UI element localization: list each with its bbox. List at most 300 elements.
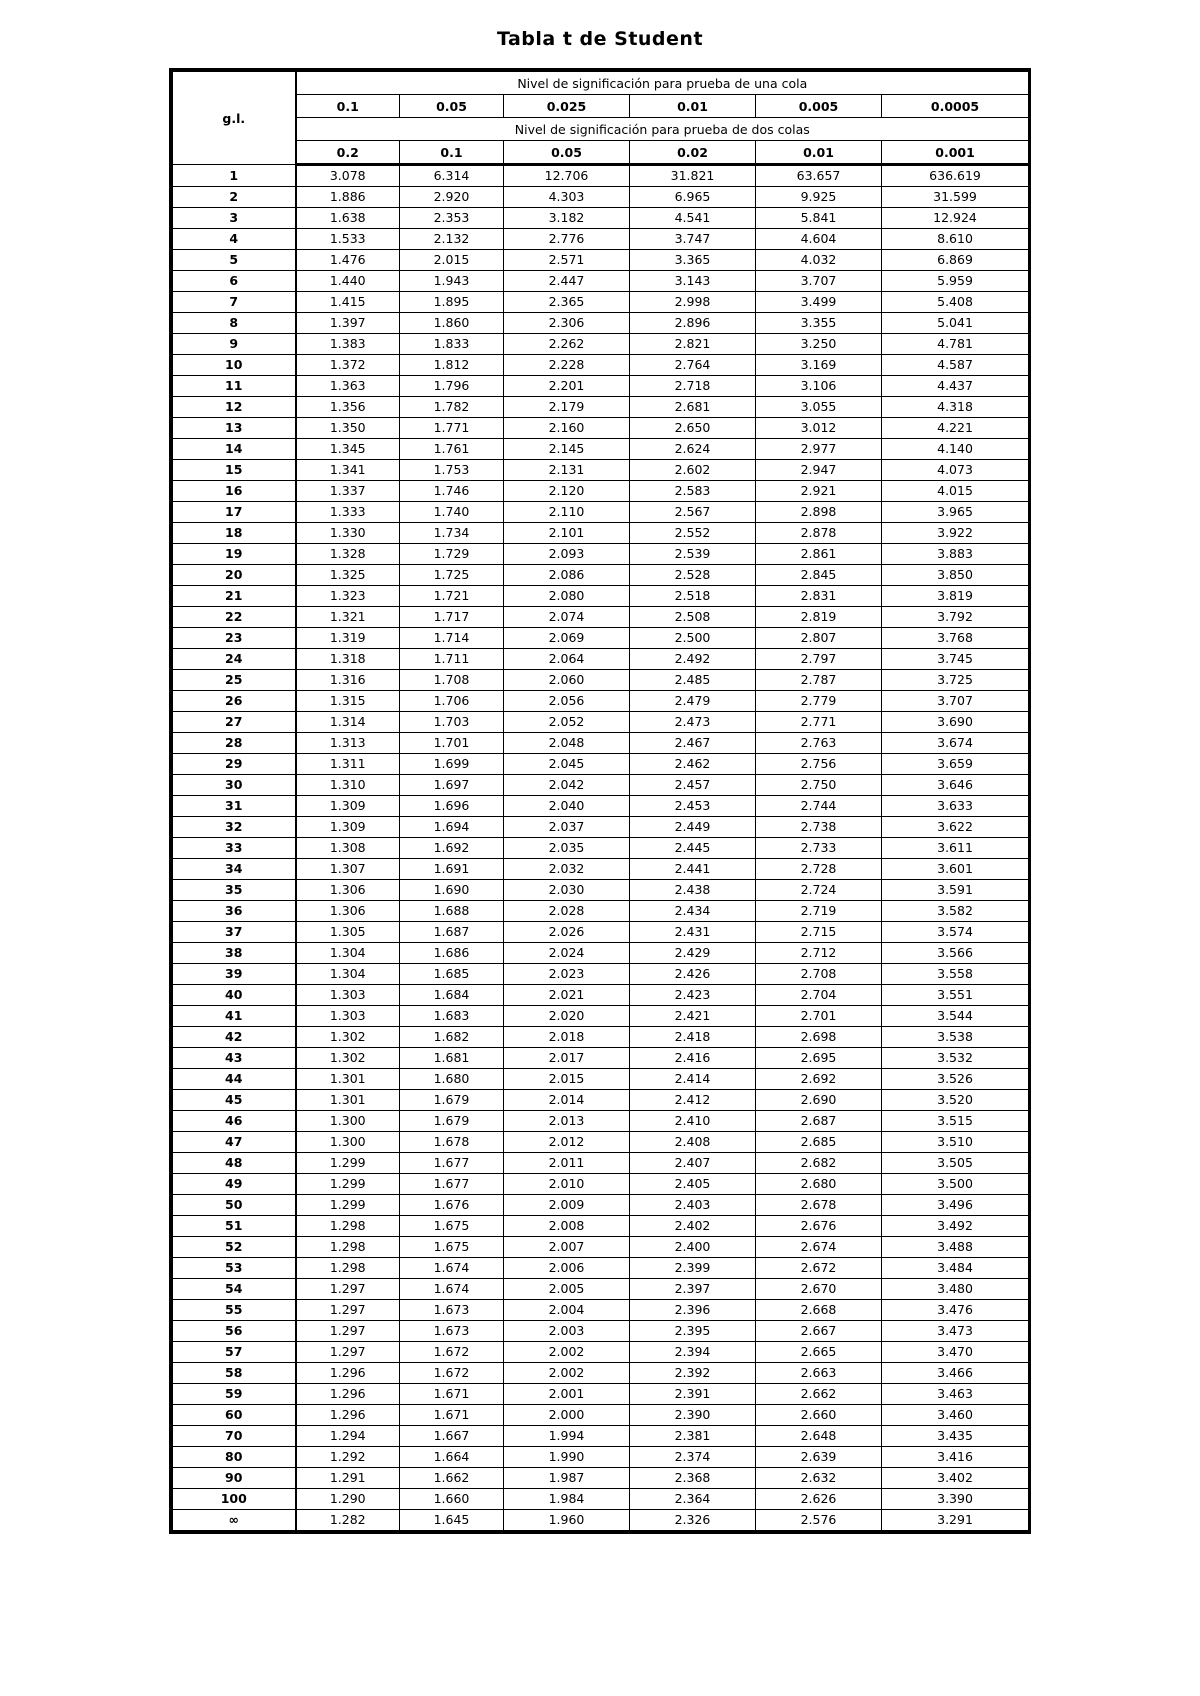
table-row [173,670,1029,691]
critical-value-cell: 2.400 [630,1237,756,1258]
critical-value-cell: 1.311 [296,754,400,775]
critical-value-cell: 1.308 [296,838,400,859]
critical-value-cell: 1.299 [296,1174,400,1195]
critical-value-cell: 2.462 [630,754,756,775]
critical-value-cell: 1.304 [296,943,400,964]
critical-value-cell: 4.221 [882,418,1029,439]
degrees-of-freedom-cell: 10 [173,355,296,376]
table-row [173,523,1029,544]
critical-value-cell: 2.004 [504,1300,630,1321]
critical-value-cell: 3.435 [882,1426,1029,1447]
critical-value-cell: 1.300 [296,1132,400,1153]
two-tail-level: 0.1 [400,141,504,165]
critical-value-cell: 5.041 [882,313,1029,334]
critical-value-cell: 2.682 [756,1153,882,1174]
degrees-of-freedom-cell: 59 [173,1384,296,1405]
table-row [173,1279,1029,1300]
critical-value-cell: 1.691 [400,859,504,880]
degrees-of-freedom-cell: 16 [173,481,296,502]
critical-value-cell: 2.408 [630,1132,756,1153]
critical-value-cell: 2.457 [630,775,756,796]
critical-value-cell: 3.510 [882,1132,1029,1153]
critical-value-cell: 3.460 [882,1405,1029,1426]
critical-value-cell: 2.423 [630,985,756,1006]
table-row [173,1174,1029,1195]
critical-value-cell: 1.372 [296,355,400,376]
critical-value-cell: 6.869 [882,250,1029,271]
critical-value-cell: 1.350 [296,418,400,439]
critical-value-cell: 1.696 [400,796,504,817]
table-row [173,271,1029,292]
critical-value-cell: 6.965 [630,187,756,208]
critical-value-cell: 3.476 [882,1300,1029,1321]
critical-value-cell: 2.390 [630,1405,756,1426]
critical-value-cell: 2.326 [630,1510,756,1531]
degrees-of-freedom-cell: 15 [173,460,296,481]
critical-value-cell: 1.345 [296,439,400,460]
critical-value-cell: 1.686 [400,943,504,964]
critical-value-cell: 1.294 [296,1426,400,1447]
critical-value-cell: 2.708 [756,964,882,985]
degrees-of-freedom-cell: 51 [173,1216,296,1237]
critical-value-cell: 1.673 [400,1300,504,1321]
table-row [173,586,1029,607]
critical-value-cell: 2.395 [630,1321,756,1342]
critical-value-cell: 2.632 [756,1468,882,1489]
critical-value-cell: 1.701 [400,733,504,754]
table-row [173,1405,1029,1426]
critical-value-cell: 1.302 [296,1027,400,1048]
critical-value-cell: 1.674 [400,1279,504,1300]
critical-value-cell: 2.405 [630,1174,756,1195]
critical-value-cell: 3.690 [882,712,1029,733]
critical-value-cell: 3.416 [882,1447,1029,1468]
critical-value-cell: 3.883 [882,544,1029,565]
critical-value-cell: 5.959 [882,271,1029,292]
table-row [173,502,1029,523]
table-row [173,712,1029,733]
critical-value-cell: 1.303 [296,1006,400,1027]
critical-value-cell: 1.282 [296,1510,400,1531]
table-row [173,922,1029,943]
critical-value-cell: 1.298 [296,1258,400,1279]
one-tail-caption: Nivel de significación para prueba de una cola [296,72,1029,95]
critical-value-cell: 1.671 [400,1405,504,1426]
one-tail-level: 0.05 [400,95,504,118]
table-row [173,859,1029,880]
critical-value-cell: 5.408 [882,292,1029,313]
degrees-of-freedom-cell: 22 [173,607,296,628]
critical-value-cell: 2.306 [504,313,630,334]
critical-value-cell: 2.030 [504,880,630,901]
table-row [173,544,1029,565]
critical-value-cell: 2.015 [504,1069,630,1090]
critical-value-cell: 1.321 [296,607,400,628]
critical-value-cell: 1.675 [400,1237,504,1258]
critical-value-cell: 6.314 [400,165,504,187]
critical-value-cell: 3.747 [630,229,756,250]
critical-value-cell: 3.922 [882,523,1029,544]
degrees-of-freedom-cell: 11 [173,376,296,397]
table-row [173,901,1029,922]
table-row [173,817,1029,838]
critical-value-cell: 3.526 [882,1069,1029,1090]
degrees-of-freedom-cell: 29 [173,754,296,775]
critical-value-cell: 2.015 [400,250,504,271]
degrees-of-freedom-cell: 70 [173,1426,296,1447]
critical-value-cell: 2.602 [630,460,756,481]
critical-value-cell: 1.708 [400,670,504,691]
critical-value-cell: 1.721 [400,586,504,607]
degrees-of-freedom-cell: 7 [173,292,296,313]
degrees-of-freedom-cell: 46 [173,1111,296,1132]
two-tail-level: 0.001 [882,141,1029,165]
table-body [173,165,1029,1531]
critical-value-cell: 2.831 [756,586,882,607]
critical-value-cell: 2.008 [504,1216,630,1237]
critical-value-cell: 4.587 [882,355,1029,376]
critical-value-cell: 2.012 [504,1132,630,1153]
critical-value-cell: 1.672 [400,1342,504,1363]
degrees-of-freedom-cell: 80 [173,1447,296,1468]
critical-value-cell: 2.776 [504,229,630,250]
critical-value-cell: 2.676 [756,1216,882,1237]
critical-value-cell: 1.895 [400,292,504,313]
two-tail-caption: Nivel de significación para prueba de dos colas [296,118,1029,141]
critical-value-cell: 2.492 [630,649,756,670]
critical-value-cell: 1.662 [400,1468,504,1489]
critical-value-cell: 1.812 [400,355,504,376]
critical-value-cell: 2.787 [756,670,882,691]
table-row [173,439,1029,460]
table-row [173,1132,1029,1153]
table-row [173,796,1029,817]
table-row [173,187,1029,208]
critical-value-cell: 1.305 [296,922,400,943]
critical-value-cell: 2.011 [504,1153,630,1174]
critical-value-cell: 2.571 [504,250,630,271]
critical-value-cell: 1.313 [296,733,400,754]
critical-value-cell: 12.706 [504,165,630,187]
critical-value-cell: 1.301 [296,1090,400,1111]
critical-value-cell: 2.665 [756,1342,882,1363]
degrees-of-freedom-cell: 39 [173,964,296,985]
critical-value-cell: 2.674 [756,1237,882,1258]
critical-value-cell: 1.299 [296,1153,400,1174]
critical-value-cell: 3.499 [756,292,882,313]
critical-value-cell: 1.675 [400,1216,504,1237]
critical-value-cell: 2.438 [630,880,756,901]
critical-value-cell: 2.695 [756,1048,882,1069]
table-row [173,1111,1029,1132]
critical-value-cell: 1.301 [296,1069,400,1090]
critical-value-cell: 3.768 [882,628,1029,649]
critical-value-cell: 2.662 [756,1384,882,1405]
critical-value-cell: 1.697 [400,775,504,796]
critical-value-cell: 2.663 [756,1363,882,1384]
degrees-of-freedom-cell: 35 [173,880,296,901]
degrees-of-freedom-cell: 30 [173,775,296,796]
table-row [173,1216,1029,1237]
degrees-of-freedom-cell: 45 [173,1090,296,1111]
critical-value-cell: 1.309 [296,796,400,817]
degrees-of-freedom-cell: 43 [173,1048,296,1069]
critical-value-cell: 1.309 [296,817,400,838]
critical-value-cell: 1.307 [296,859,400,880]
critical-value-cell: 2.394 [630,1342,756,1363]
table-row [173,1426,1029,1447]
critical-value-cell: 2.678 [756,1195,882,1216]
critical-value-cell: 1.664 [400,1447,504,1468]
critical-value-cell: 2.583 [630,481,756,502]
critical-value-cell: 1.303 [296,985,400,1006]
critical-value-cell: 2.719 [756,901,882,922]
t-distribution-table-frame [169,68,1031,1534]
critical-value-cell: 1.297 [296,1321,400,1342]
critical-value-cell: 1.318 [296,649,400,670]
critical-value-cell: 2.920 [400,187,504,208]
degrees-of-freedom-cell: 49 [173,1174,296,1195]
critical-value-cell: 2.779 [756,691,882,712]
table-row [173,880,1029,901]
critical-value-cell: 3.725 [882,670,1029,691]
degrees-of-freedom-cell: 44 [173,1069,296,1090]
critical-value-cell: 1.363 [296,376,400,397]
degrees-of-freedom-cell: 18 [173,523,296,544]
critical-value-cell: 1.886 [296,187,400,208]
critical-value-cell: 2.449 [630,817,756,838]
critical-value-cell: 4.318 [882,397,1029,418]
critical-value-cell: 2.035 [504,838,630,859]
critical-value-cell: 2.056 [504,691,630,712]
critical-value-cell: 2.921 [756,481,882,502]
critical-value-cell: 12.924 [882,208,1029,229]
table-row [173,733,1029,754]
critical-value-cell: 1.296 [296,1384,400,1405]
critical-value-cell: 2.807 [756,628,882,649]
table-row [173,1363,1029,1384]
critical-value-cell: 2.552 [630,523,756,544]
critical-value-cell: 3.473 [882,1321,1029,1342]
degrees-of-freedom-cell: ∞ [173,1510,296,1531]
critical-value-cell: 3.250 [756,334,882,355]
critical-value-cell: 3.965 [882,502,1029,523]
degrees-of-freedom-cell: 38 [173,943,296,964]
critical-value-cell: 1.337 [296,481,400,502]
degrees-of-freedom-cell: 21 [173,586,296,607]
critical-value-cell: 1.678 [400,1132,504,1153]
critical-value-cell: 2.002 [504,1363,630,1384]
critical-value-cell: 1.297 [296,1279,400,1300]
degrees-of-freedom-cell: 60 [173,1405,296,1426]
degrees-of-freedom-cell: 17 [173,502,296,523]
critical-value-cell: 2.667 [756,1321,882,1342]
table-row [173,1195,1029,1216]
degrees-of-freedom-cell: 20 [173,565,296,586]
critical-value-cell: 2.060 [504,670,630,691]
one-tail-level: 0.005 [756,95,882,118]
critical-value-cell: 3.515 [882,1111,1029,1132]
degrees-of-freedom-cell: 56 [173,1321,296,1342]
critical-value-cell: 3.355 [756,313,882,334]
critical-value-cell: 2.453 [630,796,756,817]
critical-value-cell: 1.694 [400,817,504,838]
critical-value-cell: 2.750 [756,775,882,796]
critical-value-cell: 2.479 [630,691,756,712]
critical-value-cell: 2.434 [630,901,756,922]
degrees-of-freedom-cell: 53 [173,1258,296,1279]
table-row [173,1258,1029,1279]
degrees-of-freedom-cell: 33 [173,838,296,859]
critical-value-cell: 4.032 [756,250,882,271]
table-row [173,229,1029,250]
critical-value-cell: 2.365 [504,292,630,313]
critical-value-cell: 1.692 [400,838,504,859]
critical-value-cell: 1.673 [400,1321,504,1342]
critical-value-cell: 2.032 [504,859,630,880]
critical-value-cell: 2.093 [504,544,630,565]
critical-value-cell: 2.018 [504,1027,630,1048]
critical-value-cell: 3.792 [882,607,1029,628]
one-tail-level: 0.1 [296,95,400,118]
critical-value-cell: 2.724 [756,880,882,901]
critical-value-cell: 2.690 [756,1090,882,1111]
critical-value-cell: 2.014 [504,1090,630,1111]
critical-value-cell: 1.299 [296,1195,400,1216]
table-row [173,250,1029,271]
critical-value-cell: 3.078 [296,165,400,187]
critical-value-cell: 2.145 [504,439,630,460]
critical-value-cell: 1.725 [400,565,504,586]
table-row [173,754,1029,775]
table-row [173,208,1029,229]
critical-value-cell: 3.601 [882,859,1029,880]
critical-value-cell: 2.680 [756,1174,882,1195]
critical-value-cell: 1.306 [296,880,400,901]
table-row [173,1342,1029,1363]
critical-value-cell: 2.024 [504,943,630,964]
critical-value-cell: 2.878 [756,523,882,544]
critical-value-cell: 3.591 [882,880,1029,901]
critical-value-cell: 4.303 [504,187,630,208]
critical-value-cell: 1.291 [296,1468,400,1489]
degrees-of-freedom-cell: 36 [173,901,296,922]
critical-value-cell: 1.782 [400,397,504,418]
critical-value-cell: 2.845 [756,565,882,586]
critical-value-cell: 2.733 [756,838,882,859]
critical-value-cell: 2.518 [630,586,756,607]
critical-value-cell: 3.566 [882,943,1029,964]
degrees-of-freedom-cell: 26 [173,691,296,712]
critical-value-cell: 2.712 [756,943,882,964]
critical-value-cell: 2.368 [630,1468,756,1489]
critical-value-cell: 2.002 [504,1342,630,1363]
critical-value-cell: 3.520 [882,1090,1029,1111]
critical-value-cell: 4.140 [882,439,1029,460]
critical-value-cell: 2.391 [630,1384,756,1405]
critical-value-cell: 2.353 [400,208,504,229]
critical-value-cell: 1.682 [400,1027,504,1048]
critical-value-cell: 3.646 [882,775,1029,796]
critical-value-cell: 2.718 [630,376,756,397]
critical-value-cell: 2.021 [504,985,630,1006]
critical-value-cell: 2.131 [504,460,630,481]
critical-value-cell: 3.169 [756,355,882,376]
degrees-of-freedom-cell: 41 [173,1006,296,1027]
critical-value-cell: 2.023 [504,964,630,985]
degrees-of-freedom-cell: 40 [173,985,296,1006]
critical-value-cell: 2.418 [630,1027,756,1048]
table-row [173,1006,1029,1027]
table-row [173,628,1029,649]
critical-value-cell: 1.703 [400,712,504,733]
critical-value-cell: 1.729 [400,544,504,565]
critical-value-cell: 2.414 [630,1069,756,1090]
critical-value-cell: 2.626 [756,1489,882,1510]
degrees-of-freedom-cell: 31 [173,796,296,817]
critical-value-cell: 2.431 [630,922,756,943]
table-row [173,1489,1029,1510]
critical-value-cell: 2.771 [756,712,882,733]
critical-value-cell: 2.010 [504,1174,630,1195]
critical-value-cell: 1.296 [296,1405,400,1426]
critical-value-cell: 1.771 [400,418,504,439]
critical-value-cell: 2.508 [630,607,756,628]
degrees-of-freedom-cell: 47 [173,1132,296,1153]
critical-value-cell: 1.690 [400,880,504,901]
critical-value-cell: 3.532 [882,1048,1029,1069]
critical-value-cell: 1.990 [504,1447,630,1468]
critical-value-cell: 3.551 [882,985,1029,1006]
critical-value-cell: 3.365 [630,250,756,271]
critical-value-cell: 2.064 [504,649,630,670]
critical-value-cell: 3.291 [882,1510,1029,1531]
table-row [173,1027,1029,1048]
degrees-of-freedom-cell: 27 [173,712,296,733]
critical-value-cell: 1.292 [296,1447,400,1468]
critical-value-cell: 1.323 [296,586,400,607]
critical-value-cell: 1.753 [400,460,504,481]
critical-value-cell: 1.676 [400,1195,504,1216]
critical-value-cell: 1.314 [296,712,400,733]
critical-value-cell: 3.558 [882,964,1029,985]
critical-value-cell: 3.574 [882,922,1029,943]
table-row [173,376,1029,397]
critical-value-cell: 1.476 [296,250,400,271]
critical-value-cell: 3.745 [882,649,1029,670]
critical-value-cell: 3.582 [882,901,1029,922]
critical-value-cell: 2.179 [504,397,630,418]
critical-value-cell: 4.015 [882,481,1029,502]
critical-value-cell: 2.110 [504,502,630,523]
table-row [173,313,1029,334]
critical-value-cell: 1.681 [400,1048,504,1069]
table-row [173,1300,1029,1321]
critical-value-cell: 1.679 [400,1090,504,1111]
degrees-of-freedom-cell: 58 [173,1363,296,1384]
degrees-of-freedom-cell: 12 [173,397,296,418]
critical-value-cell: 2.392 [630,1363,756,1384]
critical-value-cell: 2.429 [630,943,756,964]
critical-value-cell: 9.925 [756,187,882,208]
critical-value-cell: 1.645 [400,1510,504,1531]
critical-value-cell: 1.860 [400,313,504,334]
critical-value-cell: 2.086 [504,565,630,586]
critical-value-cell: 2.650 [630,418,756,439]
two-tail-level: 0.2 [296,141,400,165]
one-tail-level: 0.0005 [882,95,1029,118]
critical-value-cell: 2.797 [756,649,882,670]
